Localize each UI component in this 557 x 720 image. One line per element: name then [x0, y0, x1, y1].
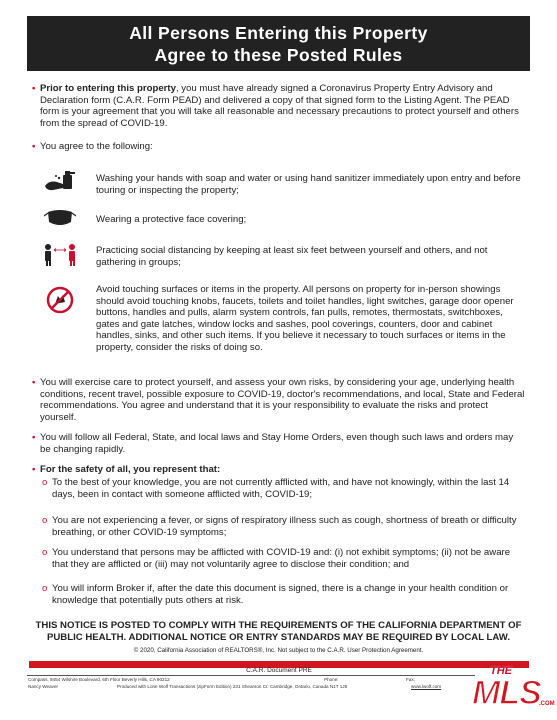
footer-rule	[27, 675, 475, 676]
face-mask-icon	[44, 208, 76, 228]
banner-line-2: Agree to these Posted Rules	[154, 45, 403, 65]
agree-item-2: Wearing a protective face covering;	[96, 214, 247, 225]
notice-line-1: THIS NOTICE IS POSTED TO COMPLY WITH THE REQUIREMENTS OF THE CALIFORNIA DEPARTMENT OF	[35, 620, 522, 631]
logo-mls: MLS	[472, 674, 541, 712]
compliance-notice	[30, 620, 527, 644]
represent-item-3: o You understand that persons may be afflicted with COVID-19 and: (i) not exhibit symptoms; (ii) not be aware that they are afflicted or (iii) may not voluntarily agree to disclose their condition; and	[42, 547, 511, 570]
footer-produced: Produced with Lone Wolf Transactions (zipForm Edition) 231 Shearson Cr. Cambridge, Ontario, Canada N1T 1J5	[117, 684, 348, 689]
agree-item-4: Avoid touching surfaces or items in the property. All persons on property for in-person showings should avoid touching knobs, faucets, toilets and toilet handles, light switches, garage door opener buttons, handles and pulls, alarm system controls, fan pulls, remotes, thermostats, switchboxes, gates and gate latches, window locks and sashes, pool coverings, counters, door and cabinet handles, sinks, and other such items. If you believe it necessary to touch surfaces or items in the property, consider the risks of doing so.	[96, 284, 514, 353]
banner-line-1: All Persons Entering this Property	[129, 23, 428, 43]
notice-line-2: PUBLIC HEALTH. ADDITIONAL NOTICE OR ENTRY STANDARDS MAY BE REQUIRED BY LOCAL LAW.	[46, 632, 510, 643]
title-banner	[27, 16, 530, 71]
logo-suffix: .COM	[539, 701, 555, 707]
intro-text: , you must have already signed a Coronavirus Property Entry Advisory and Declaration form (C.A.R. Form PEAD) and delivered a copy of that signed form to the Listing Agent. The PEAD form is your agreement that you will take all reasonable and necessary precautions to protect yourself and others from the spread of COVID-19.	[40, 83, 519, 129]
footer-company: Compass, 9454 Wilshire Boulevard, 6th Floor Beverly Hills, CA 90212	[28, 677, 170, 682]
no-touch-icon	[46, 286, 74, 314]
agree-item-3: Practicing social distancing by keeping at least six feet between yourself and others, and not gathering in groups;	[96, 245, 488, 268]
social-distancing-icon	[42, 241, 78, 267]
the-mls-logo	[470, 665, 556, 717]
care-paragraph: • You will exercise care to protect yourself, and assess your own risks, by considering your age, underlying health conditions, recent travel, possible exposure to COVID-19, doctor's recommendations, and local, State and Federal recommendations. You agree and understand that it is your responsibility to evaluate the risks and protect yourself.	[32, 377, 525, 423]
intro-bold: Prior to entering this property	[40, 83, 176, 94]
footer-fax: Fax:	[406, 677, 415, 682]
form-code: C.A.R. Document PRE	[246, 667, 312, 674]
footer-phone: Phone:	[324, 677, 339, 682]
bullet: •	[32, 83, 36, 94]
represent-item-2: o You are not experiencing a fever, or signs of respiratory illness such as cough, shortness of breath or difficulty breathing, or other COVID-19 symptoms;	[42, 515, 517, 538]
footer-site[interactable]: www.lwolf.com	[411, 684, 442, 689]
logo-the: THE	[490, 665, 512, 677]
footer-agent: Nancy Weaver	[28, 684, 59, 689]
agree-item-1: Washing your hands with soap and water or using hand sanitizer immediately upon entry and before touring or inspecting the property;	[96, 173, 521, 196]
copyright: © 2020, California Association of REALTORS®, Inc. Not subject to the C.A.R. User Protection Agreement.	[133, 647, 424, 654]
hand-sanitizer-icon	[43, 170, 77, 194]
agree-heading: • You agree to the following:	[32, 141, 153, 152]
represent-heading: • For the safety of all, you represent that:	[32, 464, 221, 475]
intro-paragraph	[32, 83, 526, 129]
represent-item-1: o To the best of your knowledge, you are not currently afflicted with, and have not knowingly, within the last 14 days, been in contact with someone afflicted with, COVID-19;	[42, 477, 510, 500]
laws-paragraph: • You will follow all Federal, State, and local laws and Stay Home Orders, even though such laws and orders may be changing rapidly.	[32, 432, 514, 455]
represent-item-4: o You will inform Broker if, after the date this document is signed, there is a change in your health condition or knowledge that potentially puts others at risk.	[42, 583, 509, 606]
